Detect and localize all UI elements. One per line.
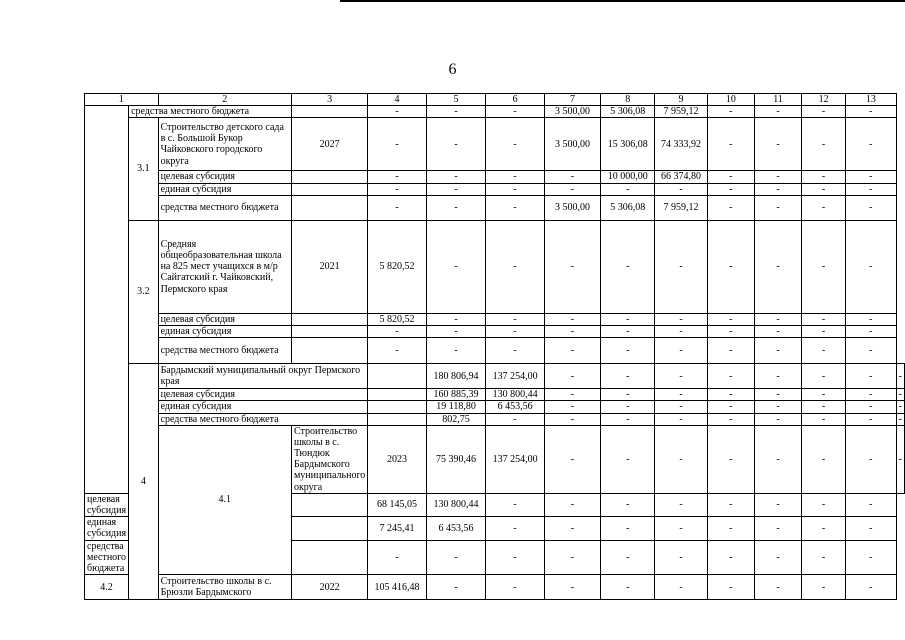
value-cell: -: [368, 183, 426, 195]
value-cell: -: [655, 389, 707, 401]
value-cell: -: [655, 413, 707, 425]
header-cell: 5: [426, 94, 486, 106]
value-cell: -: [846, 389, 897, 401]
value-cell: 7 959,12: [655, 106, 707, 118]
value-cell: -: [754, 575, 801, 600]
budget-table: [84, 93, 905, 600]
value-cell: -: [846, 517, 897, 540]
value-cell: -: [754, 220, 801, 313]
year-cell: [291, 493, 367, 516]
value-cell: -: [486, 183, 544, 195]
value-cell: -: [754, 325, 801, 337]
value-cell: -: [846, 425, 897, 493]
value-cell: -: [601, 389, 655, 401]
value-cell: -: [802, 313, 846, 325]
value-cell: 6 453,56: [486, 401, 544, 413]
year-cell: [368, 389, 426, 401]
value-cell: -: [896, 401, 904, 413]
year-cell: [291, 313, 367, 325]
row-label: средства местного бюджета: [158, 338, 291, 364]
value-cell: -: [846, 106, 897, 118]
year-cell: 2023: [368, 425, 426, 493]
table-row: [85, 313, 905, 325]
value-cell: -: [707, 118, 754, 171]
table-row: [85, 171, 905, 183]
value-cell: -: [426, 313, 486, 325]
year-cell: [291, 517, 367, 540]
value-cell: -: [426, 325, 486, 337]
value-cell: -: [707, 389, 754, 401]
value-cell: -: [846, 171, 897, 183]
header-cell: 8: [601, 94, 655, 106]
year-cell: [368, 364, 426, 389]
table-row: [85, 364, 905, 389]
value-cell: -: [754, 313, 801, 325]
year-cell: [291, 195, 367, 220]
value-cell: 3 500,00: [544, 118, 601, 171]
value-cell: -: [426, 106, 486, 118]
value-cell: -: [707, 195, 754, 220]
value-cell: -: [486, 325, 544, 337]
value-cell: 105 416,48: [368, 575, 426, 600]
header-cell: 6: [486, 94, 544, 106]
value-cell: -: [544, 183, 601, 195]
year-cell: [291, 325, 367, 337]
value-cell: -: [846, 364, 897, 389]
value-cell: -: [426, 575, 486, 600]
value-cell: -: [802, 220, 846, 313]
value-cell: -: [707, 413, 754, 425]
value-cell: -: [846, 338, 897, 364]
table-row: [85, 195, 905, 220]
value-cell: -: [707, 517, 754, 540]
row-label: единая субсидия: [85, 517, 129, 540]
value-cell: -: [754, 195, 801, 220]
year-cell: [291, 171, 367, 183]
value-cell: 5 306,08: [601, 106, 655, 118]
header-cell: 4: [368, 94, 426, 106]
value-cell: -: [544, 338, 601, 364]
value-cell: -: [544, 517, 601, 540]
header-cell: 10: [707, 94, 754, 106]
row-label: единая субсидия: [158, 325, 291, 337]
value-cell: 160 885,39: [426, 389, 486, 401]
value-cell: -: [601, 364, 655, 389]
value-cell: 137 254,00: [486, 425, 544, 493]
value-cell: -: [846, 220, 897, 313]
value-cell: 74 333,92: [655, 118, 707, 171]
value-cell: -: [754, 493, 801, 516]
year-cell: [291, 540, 367, 575]
section-3-cell: [85, 106, 129, 494]
table-row: [85, 220, 905, 313]
value-cell: 7 245,41: [368, 517, 426, 540]
row-label: средства местного бюджета: [85, 540, 129, 575]
row-label: средства местного бюджета: [129, 106, 292, 118]
value-cell: 68 145,05: [368, 493, 426, 516]
year-cell: [291, 106, 367, 118]
value-cell: -: [802, 118, 846, 171]
value-cell: -: [486, 540, 544, 575]
row-label: целевая субсидия: [85, 493, 129, 516]
table-row: [85, 413, 905, 425]
value-cell: -: [486, 493, 544, 516]
value-cell: 130 800,44: [486, 389, 544, 401]
header-row: [85, 94, 905, 106]
project-name: Строительство школы в с. Тюндюк Бардымского муниципального округа: [291, 425, 367, 493]
value-cell: 130 800,44: [426, 493, 486, 516]
value-cell: -: [544, 493, 601, 516]
value-cell: -: [707, 401, 754, 413]
value-cell: -: [426, 220, 486, 313]
value-cell: -: [846, 575, 897, 600]
value-cell: -: [368, 118, 426, 171]
value-cell: -: [754, 171, 801, 183]
value-cell: -: [368, 171, 426, 183]
table-row: [85, 401, 905, 413]
value-cell: -: [544, 401, 601, 413]
value-cell: 10 000,00: [601, 171, 655, 183]
value-cell: -: [707, 325, 754, 337]
value-cell: -: [544, 364, 601, 389]
value-cell: -: [846, 493, 897, 516]
header-cell: 13: [846, 94, 897, 106]
value-cell: -: [426, 183, 486, 195]
value-cell: -: [707, 425, 754, 493]
value-cell: -: [896, 389, 904, 401]
row-label: целевая субсидия: [158, 389, 368, 401]
table-row: [85, 575, 905, 600]
header-cell: 2: [158, 94, 291, 106]
project-name: Строительство школы в с. Брюзли Бардымского: [158, 575, 291, 600]
value-cell: -: [754, 183, 801, 195]
value-cell: -: [601, 325, 655, 337]
value-cell: 180 806,94: [426, 364, 486, 389]
table-row: [85, 106, 905, 118]
value-cell: -: [846, 413, 897, 425]
value-cell: -: [802, 106, 846, 118]
value-cell: -: [707, 493, 754, 516]
value-cell: -: [846, 183, 897, 195]
value-cell: 6 453,56: [426, 517, 486, 540]
value-cell: -: [802, 493, 846, 516]
section-name: Бардымский муниципальный округ Пермского края: [158, 364, 368, 389]
project-number: 4.1: [158, 425, 291, 574]
header-cell: 3: [291, 94, 367, 106]
value-cell: -: [368, 106, 426, 118]
value-cell: 66 374,80: [655, 171, 707, 183]
value-cell: -: [544, 325, 601, 337]
value-cell: -: [707, 220, 754, 313]
row-label: единая субсидия: [158, 183, 291, 195]
header-cell: 11: [754, 94, 801, 106]
year-cell: [368, 413, 426, 425]
value-cell: -: [544, 575, 601, 600]
year-cell: 2021: [291, 220, 367, 313]
table-row: [85, 389, 905, 401]
value-cell: -: [846, 325, 897, 337]
value-cell: -: [368, 338, 426, 364]
value-cell: -: [802, 413, 846, 425]
value-cell: -: [896, 425, 904, 493]
project-name: Средняя общеобразовательная школа на 825 мест учащихся в м/р Сайгатский г. Чайковский, Пермского края: [158, 220, 291, 313]
value-cell: -: [754, 364, 801, 389]
table-row: [85, 338, 905, 364]
value-cell: -: [707, 313, 754, 325]
value-cell: -: [655, 338, 707, 364]
value-cell: -: [426, 118, 486, 171]
value-cell: -: [544, 425, 601, 493]
value-cell: -: [707, 540, 754, 575]
project-number: 4.2: [85, 575, 129, 600]
value-cell: -: [707, 183, 754, 195]
value-cell: -: [846, 540, 897, 575]
value-cell: -: [802, 425, 846, 493]
value-cell: 5 820,52: [368, 313, 426, 325]
value-cell: -: [846, 118, 897, 171]
value-cell: -: [655, 425, 707, 493]
value-cell: -: [802, 517, 846, 540]
value-cell: -: [486, 517, 544, 540]
table-row: [85, 118, 905, 171]
value-cell: -: [655, 183, 707, 195]
value-cell: 19 118,80: [426, 401, 486, 413]
value-cell: -: [486, 106, 544, 118]
value-cell: -: [707, 171, 754, 183]
value-cell: -: [601, 493, 655, 516]
value-cell: -: [601, 413, 655, 425]
value-cell: -: [896, 413, 904, 425]
section-number: 4: [129, 364, 158, 600]
value-cell: -: [754, 106, 801, 118]
value-cell: -: [754, 338, 801, 364]
value-cell: -: [486, 413, 544, 425]
value-cell: -: [846, 195, 897, 220]
value-cell: -: [896, 364, 904, 389]
value-cell: -: [802, 575, 846, 600]
value-cell: -: [601, 220, 655, 313]
header-cell: 12: [802, 94, 846, 106]
value-cell: -: [601, 425, 655, 493]
value-cell: -: [544, 413, 601, 425]
year-cell: [368, 401, 426, 413]
value-cell: -: [754, 425, 801, 493]
value-cell: -: [655, 325, 707, 337]
table-row: [85, 183, 905, 195]
value-cell: -: [544, 171, 601, 183]
year-cell: 2027: [291, 118, 367, 171]
value-cell: -: [601, 517, 655, 540]
value-cell: -: [802, 401, 846, 413]
row-label: единая субсидия: [158, 401, 368, 413]
value-cell: -: [655, 401, 707, 413]
value-cell: -: [802, 171, 846, 183]
value-cell: 7 959,12: [655, 195, 707, 220]
project-number: 3.2: [129, 220, 158, 363]
value-cell: 15 306,08: [601, 118, 655, 171]
value-cell: -: [601, 575, 655, 600]
value-cell: -: [486, 338, 544, 364]
value-cell: 5 820,52: [368, 220, 426, 313]
value-cell: -: [544, 220, 601, 313]
value-cell: -: [426, 195, 486, 220]
row-label: средства местного бюджета: [158, 195, 291, 220]
year-cell: [291, 338, 367, 364]
page-number: 6: [448, 61, 457, 78]
value-cell: -: [754, 540, 801, 575]
value-cell: 802,75: [426, 413, 486, 425]
value-cell: -: [655, 575, 707, 600]
project-name: Строительство детского сада в с. Большой Букор Чайковского городского округа: [158, 118, 291, 171]
value-cell: -: [601, 183, 655, 195]
header-cell: 7: [544, 94, 601, 106]
value-cell: -: [754, 118, 801, 171]
value-cell: -: [486, 171, 544, 183]
value-cell: -: [754, 517, 801, 540]
value-cell: -: [802, 338, 846, 364]
value-cell: -: [486, 118, 544, 171]
year-cell: [291, 183, 367, 195]
value-cell: -: [368, 540, 426, 575]
value-cell: -: [426, 540, 486, 575]
value-cell: -: [486, 313, 544, 325]
value-cell: -: [655, 493, 707, 516]
value-cell: -: [802, 389, 846, 401]
year-cell: 2022: [291, 575, 367, 600]
value-cell: -: [802, 195, 846, 220]
value-cell: -: [802, 540, 846, 575]
value-cell: -: [544, 389, 601, 401]
table-row: [85, 325, 905, 337]
value-cell: -: [707, 338, 754, 364]
value-cell: -: [544, 540, 601, 575]
header-cell: 1: [85, 94, 159, 106]
value-cell: -: [486, 220, 544, 313]
value-cell: -: [802, 183, 846, 195]
value-cell: -: [754, 413, 801, 425]
value-cell: -: [368, 195, 426, 220]
value-cell: -: [707, 106, 754, 118]
value-cell: -: [544, 313, 601, 325]
table-row: [85, 425, 905, 493]
value-cell: -: [754, 401, 801, 413]
value-cell: -: [707, 575, 754, 600]
value-cell: -: [846, 313, 897, 325]
value-cell: 3 500,00: [544, 195, 601, 220]
value-cell: -: [655, 220, 707, 313]
value-cell: -: [707, 364, 754, 389]
row-label: средства местного бюджета: [158, 413, 368, 425]
value-cell: 3 500,00: [544, 106, 601, 118]
value-cell: 75 390,46: [426, 425, 486, 493]
value-cell: -: [601, 401, 655, 413]
row-label: целевая субсидия: [158, 171, 291, 183]
value-cell: -: [802, 364, 846, 389]
value-cell: -: [846, 401, 897, 413]
value-cell: 5 306,08: [601, 195, 655, 220]
header-cell: 9: [655, 94, 707, 106]
value-cell: -: [655, 364, 707, 389]
project-number: 3.1: [129, 118, 158, 220]
value-cell: -: [368, 325, 426, 337]
top-rule: [340, 0, 905, 2]
row-label: целевая субсидия: [158, 313, 291, 325]
value-cell: -: [655, 517, 707, 540]
value-cell: -: [655, 540, 707, 575]
value-cell: -: [601, 338, 655, 364]
value-cell: -: [486, 575, 544, 600]
value-cell: 137 254,00: [486, 364, 544, 389]
value-cell: -: [486, 195, 544, 220]
value-cell: -: [426, 338, 486, 364]
value-cell: -: [601, 540, 655, 575]
value-cell: -: [426, 171, 486, 183]
value-cell: -: [802, 325, 846, 337]
value-cell: -: [655, 313, 707, 325]
value-cell: -: [601, 313, 655, 325]
value-cell: -: [754, 389, 801, 401]
